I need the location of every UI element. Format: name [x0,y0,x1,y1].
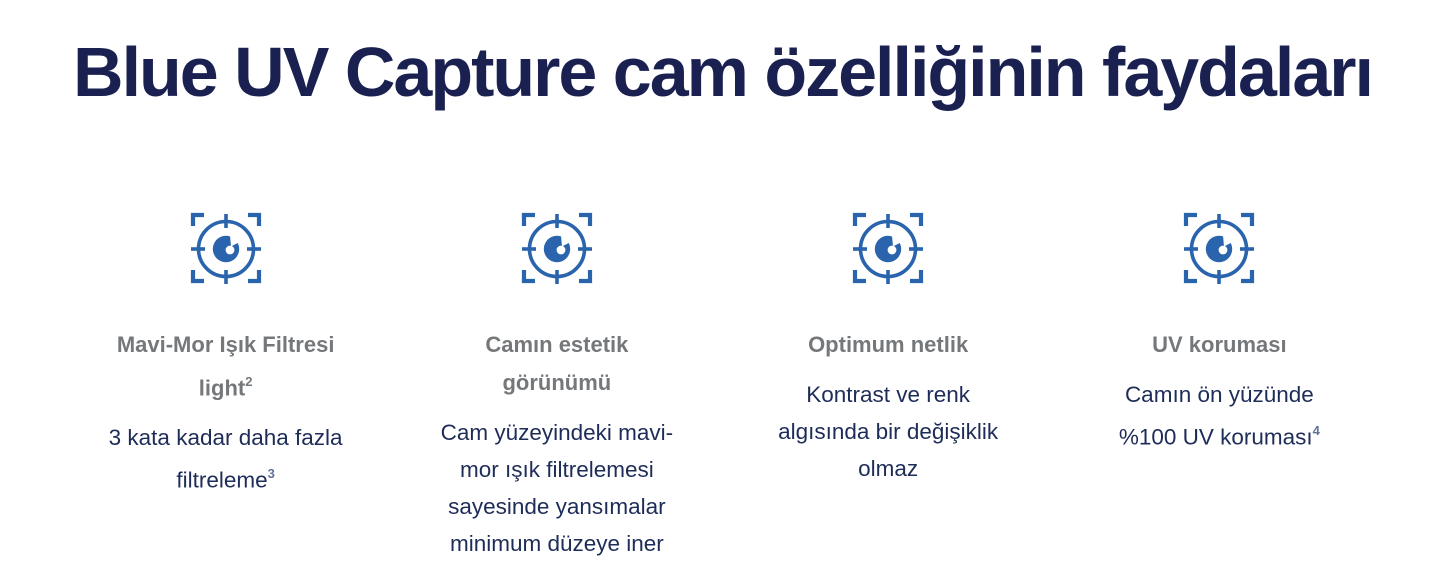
feature-uv-protection [1058,212,1381,562]
feature-title-text: Camın estetik görünümü [485,332,629,395]
lens-focus-target-icon [190,212,262,284]
feature-description-text: Camın ön yüzünde %100 UV koruması [1118,382,1314,450]
lens-focus-target-icon [1183,212,1255,284]
lens-focus-target-icon [852,212,924,284]
lens-focus-target-icon [521,212,593,284]
feature-description-text: Kontrast ve renk algısında bir değişiklik olmaz [778,382,999,481]
feature-description [763,376,1013,487]
feature-title [469,326,644,402]
feature-title-text: UV koruması [1152,332,1287,357]
feature-optimum-clarity [727,212,1050,562]
feature-description-text: 3 kata kadar daha fazla filtreleme [108,425,343,493]
feature-title [1152,326,1287,364]
feature-aesthetic-look [395,212,718,562]
feature-description [1109,376,1329,456]
footnote-superscript: 2 [245,374,253,389]
feature-blue-violet-filter [64,212,387,562]
feature-title-text: Optimum netlik [808,332,969,357]
feature-title [93,326,358,407]
feature-title [808,326,968,364]
feature-title-text: Mavi-Mor Işık Filtresi light [116,332,335,401]
feature-description [424,414,689,562]
feature-description-text: Cam yüzeyindeki mavi-mor ışık filtrelemesi sayesinde yansımalar minimum düzeye iner [440,420,674,556]
footnote-superscript: 4 [1312,423,1320,438]
benefits-grid [0,212,1445,562]
footnote-superscript: 3 [267,466,275,482]
page-title: Blue UV Capture cam özelliğinin faydaları [73,33,1372,111]
feature-description [91,419,361,499]
